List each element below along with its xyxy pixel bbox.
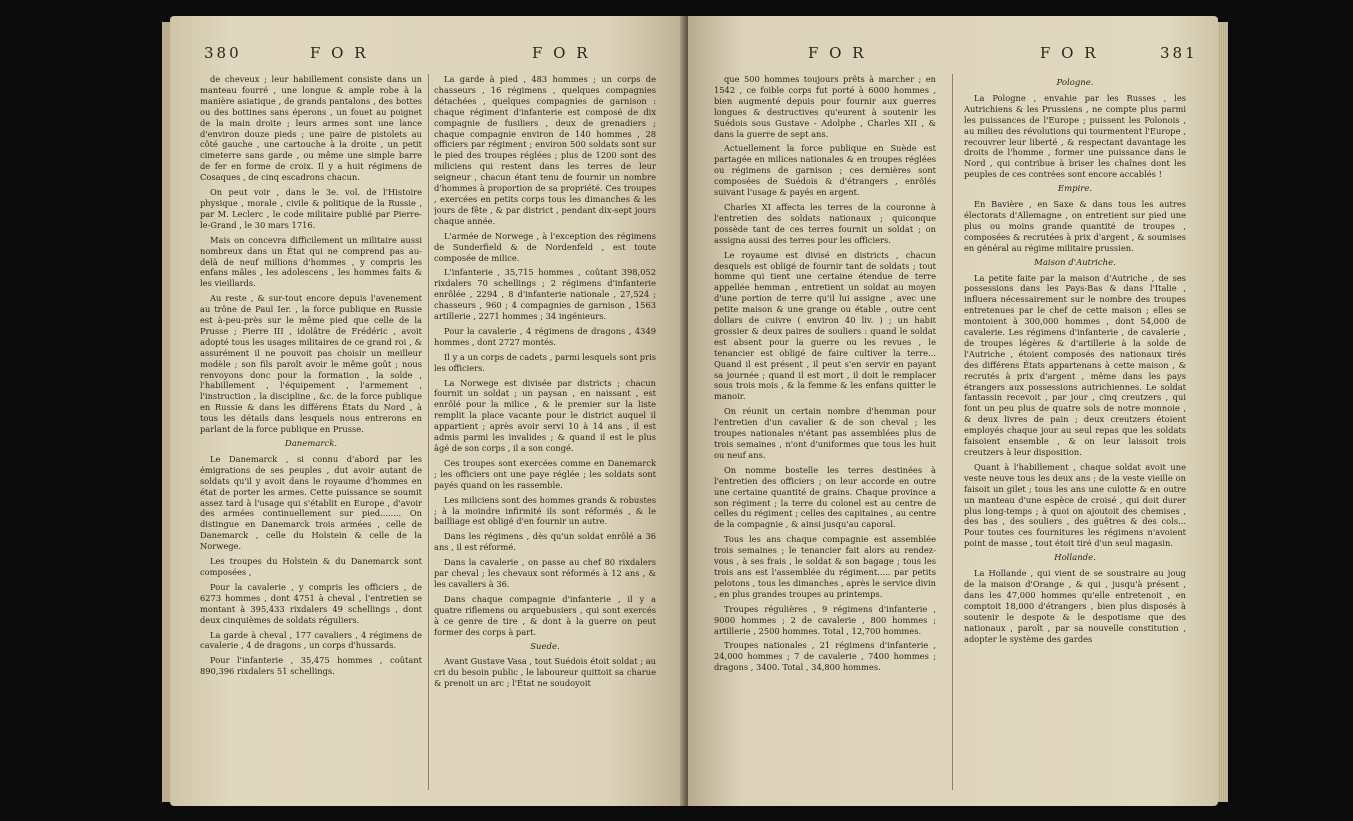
paragraph: Troupes régulières , 9 régimens d'infanterie , 9000 hommes ; 2 de cavalerie , 800 hommes ; artillerie , 2500 hommes. Total , 12,700 hommes. <box>714 603 936 636</box>
paragraph: Dans les régimens , dès qu'un soldat enrôlé a 36 ans , il est réformé. <box>434 531 656 553</box>
section-heading: Suede. <box>530 641 560 652</box>
paragraph: Troupes nationales , 21 régimens d'infanterie , 24,000 hommes ; 7 de cavalerie , 7400 hommes ; dragons , 3400. Total , 34,800 hommes. <box>714 640 936 673</box>
paragraph: Le royaume est divisé en districts , chacun desquels est obligé de fournir tant de soldats ; tout homme qui tient une certaine étendue de terre appellée hemman , entretient un soldat au moyen d'une portion de terre qu'il lui assigne , avec une petite maison & une grange ou étable , outre cent dollars de cuivre ( environ 40 liv. ) ; un habit grossier & deux paires de souliers : quand le soldat est absent pour la guerre ou les revues , le tenancier est obligé de faire cultiver la terre... Quand il est présent , il peut s'en servir en payant sa journée ; quand il est mort , il doit le remplacer sous trois mois , & la femme & les enfans quitter le manoir. <box>714 249 936 402</box>
paragraph: Pour la cavalerie , 4 régimens de dragons , 4349 hommes , dont 2727 montés. <box>434 325 656 347</box>
column-divider <box>952 74 953 790</box>
paragraph: Charles XI affecta les terres de la couronne à l'entretien des soldats nationaux ; quiconque possède tant de ces terres fournit un soldat ; on assigna aussi des terres pour les officiers. <box>714 201 936 245</box>
paragraph: Pour l'infanterie , 35,475 hommes , coûtant 890,396 rixdalers 51 schellings. <box>200 655 422 677</box>
paragraph: Au reste , & sur-tout encore depuis l'avenement au trône de Paul Ier. , la force publique en Russie est à-peu-près sur le même pied que celle de la Prusse ; Pierre III , idolâtre de Frédéric , avoit adopté tous les usages militaires de ce grand roi , & assurément il ne pouvoit pas choisir un meilleur modèle ; son fils paroît avoir le même goût ; nous renvoyons donc pour la formation , la solde , l'habillement , l'équipement , l'armement , l'instruction , la discipline , &c. de la force publique en Russie & dans les différens États du Nord , à tous les détails dans lesquels nous entrerons en parlant de la force publique en Prusse. <box>200 293 422 435</box>
left-column-1 <box>200 74 422 790</box>
paragraph: Dans la cavalerie , on passe au chef 80 rixdalers par cheval ; les chevaux sont réformés à 12 ans , & les cavaliers à 36. <box>434 557 656 589</box>
paragraph: La Norwege est divisée par districts ; chacun fournit un soldat ; un paysan , en naissant , est enrôlé pour la milice , & le premier sur la liste remplit la place vacante pour le district auquel il appartient ; après avoir servi 10 à 14 ans , il est admis parmi les invalides ; & quand il est le plus âgé de son corps , il a son congé. <box>434 377 656 453</box>
paragraph: que 500 hommes toujours prêts à marcher ; en 1542 , ce foible corps fut porté à 6000 hommes , bien augmenté depuis pour fournir aux guerres longues & destructives qu'eurent à soutenir les Suédois sous Gustave - Adolphe , Charles XII , & dans la guerre de sept ans. <box>714 74 936 139</box>
left-column-2 <box>434 74 656 790</box>
paragraph: La Pologne , envahie par les Russes , les Autrichiens & les Prussiens , ne compte plus parmi les puissances de l'Europe ; puissent les Polonois , au milieu des révolutions qui tourmentent l'Europe , recouvrer leur liberté , & respectant davantage les droits de l'homme , former une puissance dans le Nord , qui contribue à briser les chaînes dont les peuples de ces contrées sont encore accablés ! <box>964 92 1186 180</box>
right-column-1 <box>714 74 936 790</box>
paragraph: de cheveux ; leur habillement consiste dans un manteau fourré , une longue & ample robe à la manière asiatique , de grands pantalons , des bottes ou des bottines sans éperons , un fouet au poignet de la main droite ; leurs armes sont une lance d'environ douze pieds ; une paire de pistolets au côté gauche , une cartouche à la droite , un petit cimeterre sans garde , ou même une simple barre de fer en forme de croix. Il y a huit régimens de Cosaques , de cinq escadrons chacun. <box>200 74 422 183</box>
right-page <box>688 16 1218 806</box>
paragraph: On nomme bostelle les terres destinées à l'entretien des officiers ; on leur accorde en outre une certaine quantité de grains. Chaque province a son régiment ; la terre du colonel est au centre de celles du régiment ; celles des capitaines , au centre de la compagnie , & ainsi jusqu'au caporal. <box>714 464 936 530</box>
column-divider <box>428 74 429 790</box>
paragraph: La petite faite par la maison d'Autriche , de ses possessions dans les Pays-Bas & dans l'Italie , influera nécessairement sur le nombre des troupes entretenues par le chef de cette maison ; elles se montoient à 300,000 hommes , dont 54,000 de cavalerie. Les régimens d'infanterie , de cavalerie , de troupes légères & d'artillerie à la solde de l'Autriche , étoient composés des nationaux tirés des différens États appartenans à cette maison , & recrutés à prix d'argent , même dans les pays étrangers aux possessions autrichiennes. Le soldat fantassin recevoit , par jour , cinq creutzers , qui font un peu plus de quatre sols de notre monnoie , & deux livres de pain ; deux creutzers étoient employés chaque jour au seul repas que les soldats faisoient ensemble , & on leur laissoit trois creutzers à leur disposition. <box>964 272 1186 457</box>
running-head-right-a: F O R <box>808 44 867 62</box>
left-page-columns <box>200 74 657 790</box>
page-number-left: 380 <box>204 44 242 62</box>
paragraph: Tous les ans chaque compagnie est assemblée trois semaines ; le tenancier fait alors au rendez-vous , à ses frais , le soldat & son bagage ; tous les trois ans est l'assemblée du régiment..... par petits pelotons , tous les dimanches , après le service divin , en plus grandes troupes au printemps. <box>714 534 936 599</box>
running-head-left-b: F O R <box>532 44 591 62</box>
left-page-edges <box>162 22 170 802</box>
paragraph: Quant à l'habillement , chaque soldat avoit une veste neuve tous les deux ans ; de la veste vieille on faisoit un gilet ; tous les ans une culotte & en outre un manteau d'une espèce de croisé , qui doit durer plus long-temps ; à quoi on ajoutoit des chemises , des bas , des souliers , des guêtres & des cols... Pour toutes ces fournitures les régimens n'avoient point de masse , tout étoit tiré d'un seul magasin. <box>964 461 1186 549</box>
right-page-columns <box>714 74 1184 790</box>
left-page <box>170 16 685 806</box>
right-column-2 <box>964 74 1186 790</box>
paragraph: Le Danemarck , si connu d'abord par les émigrations de ses peuples , dut avoir autant de soldats qu'il y avoit dans le royaume d'hommes en état de porter les armes. Cette puissance se soumit assez tard à l'usage qui s'établit en Europe , d'avoir des armées continuellement sur pied........ On distingue en Danemarck trois armées , celle de Danemarck , celle du Holstein & celle de la Norwege. <box>200 453 422 552</box>
paragraph: L'infanterie , 35,715 hommes , coûtant 398,052 rixdalers 70 schellings ; 2 régimens d'infanterie enrôlée , 2294 , 8 d'infanterie nationale , 27,524 ; chasseurs , 960 ; 4 compagnies de garnison , 1563 artillerie , 2271 hommes ; 34 ingénieurs. <box>434 267 656 322</box>
section-heading: Pologne. <box>1056 78 1094 88</box>
running-head-right-b: F O R <box>1040 44 1099 62</box>
section-heading: Maison d'Autriche. <box>1034 257 1116 268</box>
running-head-left-a: F O R <box>310 44 369 62</box>
paragraph: Ces troupes sont exercées comme en Danemarck ; les officiers ont une paye réglée ; les soldats sont payés quand on les rassemble. <box>434 457 656 490</box>
section-heading: Hollande. <box>1054 553 1096 564</box>
paragraph: On réunit un certain nombre d'hemman pour l'entretien d'un cavalier & de son cheval ; les troupes nationales n'étant pas assemblées plus de trois semaines , n'ont d'uniformes que tous les huit ou neuf ans. <box>714 406 936 460</box>
right-page-edges <box>1218 22 1228 802</box>
page-number-right: 381 <box>1160 44 1198 62</box>
paragraph: On peut voir , dans le 3e. vol. de l'Histoire physique , morale , civile & politique de la Russie , par M. Leclerc , le code militaire publié par Pierre-le-Grand , le 30 mars 1716. <box>200 187 422 230</box>
paragraph: Les troupes du Holstein & du Danemarck sont composées , <box>200 556 422 577</box>
paragraph: Avant Gustave Vasa , tout Suédois étoit soldat ; au cri du besoin public , le laboureur quittoit sa charue & prenoit un arc ; l'État ne soudoyoit <box>434 656 656 689</box>
paragraph: La garde à pied , 483 hommes ; un corps de chasseurs , 16 régimens , quelques compagnies détachées , quelques compagnies de garnison : chaque régiment d'infanterie est composé de dix compagnie de fusiliers , deux de grenadiers ; chaque compagnie environ de 140 hommes , 28 officiers par régiment ; environ 500 soldats sont sur le pied des troupes réglées ; plus de 1200 sont des miliciens qui restent dans les terres de leur seigneur , chacun étant tenu de fournir un nombre d'hommes à proportion de sa propriété. Ces troupes , exercées en petits corps tous les dimanches & les jours de fête , & par district , pendant dix-sept jours chaque année. <box>434 74 656 226</box>
paragraph: Il y a un corps de cadets , parmi lesquels sont pris les officiers. <box>434 351 656 373</box>
paragraph: Les miliciens sont des hommes grands & robustes ; à la moindre infirmité ils sont réformés , & le bailliage est obligé d'en fournir un autre. <box>434 494 656 527</box>
paragraph: La Hollande , qui vient de se soustraire au joug de la maison d'Orange , & qui , jusqu'à présent , dans les 47,000 hommes qu'elle entretenoit , en comptoit 18,000 d'étrangers , bien plus disposés à soutenir le despote & le despotisme que des nationaux , paroît , par sa nouvelle constitution , adopter le système des gardes <box>964 568 1186 644</box>
section-heading: Danemarck. <box>284 439 338 449</box>
section-heading: Empire. <box>1057 184 1093 195</box>
paragraph: En Bavière , en Saxe & dans tous les autres électorats d'Allemagne , on entretient sur pied une plus ou moins grande quantité de troupes , composées & recrutées à prix d'argent , & soumises en général au régime militaire prussien. <box>964 199 1186 253</box>
paragraph: Pour la cavalerie , y compris les officiers , de 6273 hommes , dont 4751 à cheval , l'entretien se montant à 395,433 rixdalers 49 schellings , dont deux cinquièmes de soldats réguliers. <box>200 581 422 625</box>
paragraph: Mais on concevra difficilement un militaire aussi nombreux dans un État qui ne comprend pas au-delà de neuf millions d'hommes , y compris les enfans mâles , les adolescens , les hommes faits & les vieillards. <box>200 234 422 289</box>
paragraph: La garde à cheval , 177 cavaliers , 4 régimens de cavalerie , 4 de dragons , un corps d'hussards. <box>200 629 422 651</box>
paragraph: Actuellement la force publique en Suède est partagée en milices nationales & en troupes réglées ou régimens de garnison ; ces dernières sont composées de Suédois & d'étrangers , enrôlés suivant l'usage & payés en argent. <box>714 143 936 198</box>
open-book <box>170 8 1250 816</box>
paragraph: L'armée de Norwege , à l'exception des régimens de Sunderfield & de Nordenfeld , est toute composée de milice. <box>434 230 656 263</box>
paragraph: Dans chaque compagnie d'infanterie , il y a quatre riflemens ou arquebusiers , qui sont exercés à ce genre de tire , & dont à la guerre on peut former des corps à part. <box>434 593 656 637</box>
